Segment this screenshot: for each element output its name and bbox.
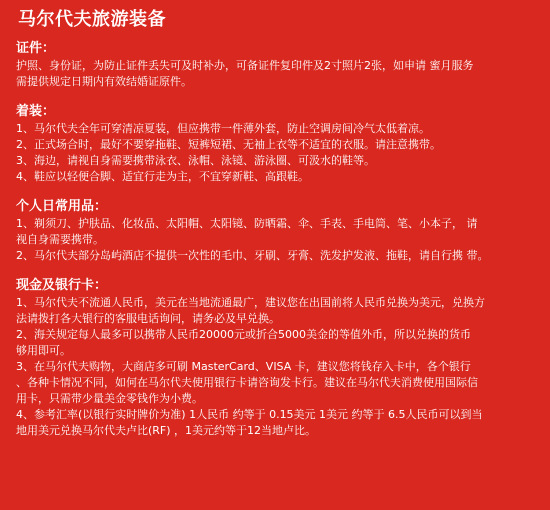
clothing-line-2: 2、正式场合时，最好不要穿拖鞋、短裤短裙、无袖上衣等不适宜的衣服。请注意携带。: [16, 138, 441, 151]
section-clothing: [16, 103, 538, 185]
clothing-line-3: 3、海边，请视自身需要携带泳衣、泳帽、泳镜、游泳圈、可汲水的鞋等。: [16, 154, 375, 167]
daily-items-line-1: 1、剃须刀、护肤品、化妆品、太阳帽、太阳镜、防晒霜、伞、手表、手电筒、笔、小本子， 请: [16, 217, 478, 230]
documents-line-1: 护照、身份证，为防止证件丢失可及时补办，可备证件复印件及2寸照片2张，如申请 蜜月服务: [16, 59, 474, 72]
section-cash-cards: [16, 277, 538, 439]
section-heading-cash-cards: 现金及银行卡：: [16, 278, 108, 293]
page-title: 马尔代夫旅游装备: [18, 9, 166, 30]
clothing-line-1: 1、马尔代夫全年可穿清凉夏装，但应携带一件薄外套，防止空调房间冷气太低着凉。: [16, 122, 430, 135]
section-heading-documents: 证件：: [16, 41, 56, 56]
section-daily-items: [16, 198, 538, 264]
cash-cards-line-4: 够用即可。: [16, 344, 71, 357]
cash-cards-line-5: 3、在马尔代夫购物，大商店多可刷 MasterCard、VISA 卡，建议您将钱存入卡中，各个银行: [16, 360, 471, 373]
cash-cards-line-3: 2、海关规定每人最多可以携带人民币20000元或折合5000美金的等值外币，所以兑换的货币: [16, 328, 471, 341]
section-documents: [16, 40, 538, 90]
cash-cards-line-1: 1、马尔代夫不流通人民币，美元在当地流通最广，建议您在出国前将人民币兑换为美元，兑换方: [16, 296, 485, 309]
document-page: [16, 8, 538, 452]
section-heading-daily-items: 个人日常用品：: [16, 199, 108, 214]
cash-cards-line-8: 4、参考汇率(以银行实时牌价为准) 1人民币 约等于 0.15美元 1美元 约等于 6.5人民币可以到当: [16, 408, 483, 421]
cash-cards-line-6: 、各种卡情况不同，如何在马尔代夫使用银行卡请咨询发卡行。建议在马尔代夫消费使用国际信: [16, 376, 478, 389]
daily-items-line-2: 视自身需要携带。: [16, 233, 104, 246]
section-heading-clothing: 着装：: [16, 104, 56, 119]
clothing-line-4: 4、鞋应以轻便合脚、适宜行走为主，不宜穿新鞋、高跟鞋。: [16, 170, 309, 183]
cash-cards-line-7: 用卡，只需带少量美金零钱作为小费。: [16, 392, 203, 405]
cash-cards-line-9: 地用美元兑换马尔代夫卢比(RF) ，1美元约等于12当地卢比。: [16, 424, 317, 437]
cash-cards-line-2: 法请拨打各大银行的客服电话询问，请务必及早兑换。: [16, 312, 280, 325]
documents-line-2: 需提供规定日期内有效结婚证原件。: [16, 75, 192, 88]
daily-items-line-3: 2、马尔代夫部分岛屿酒店不提供一次性的毛巾、牙刷、牙膏、洗发护发液、拖鞋，请自行携 带。: [16, 249, 489, 262]
